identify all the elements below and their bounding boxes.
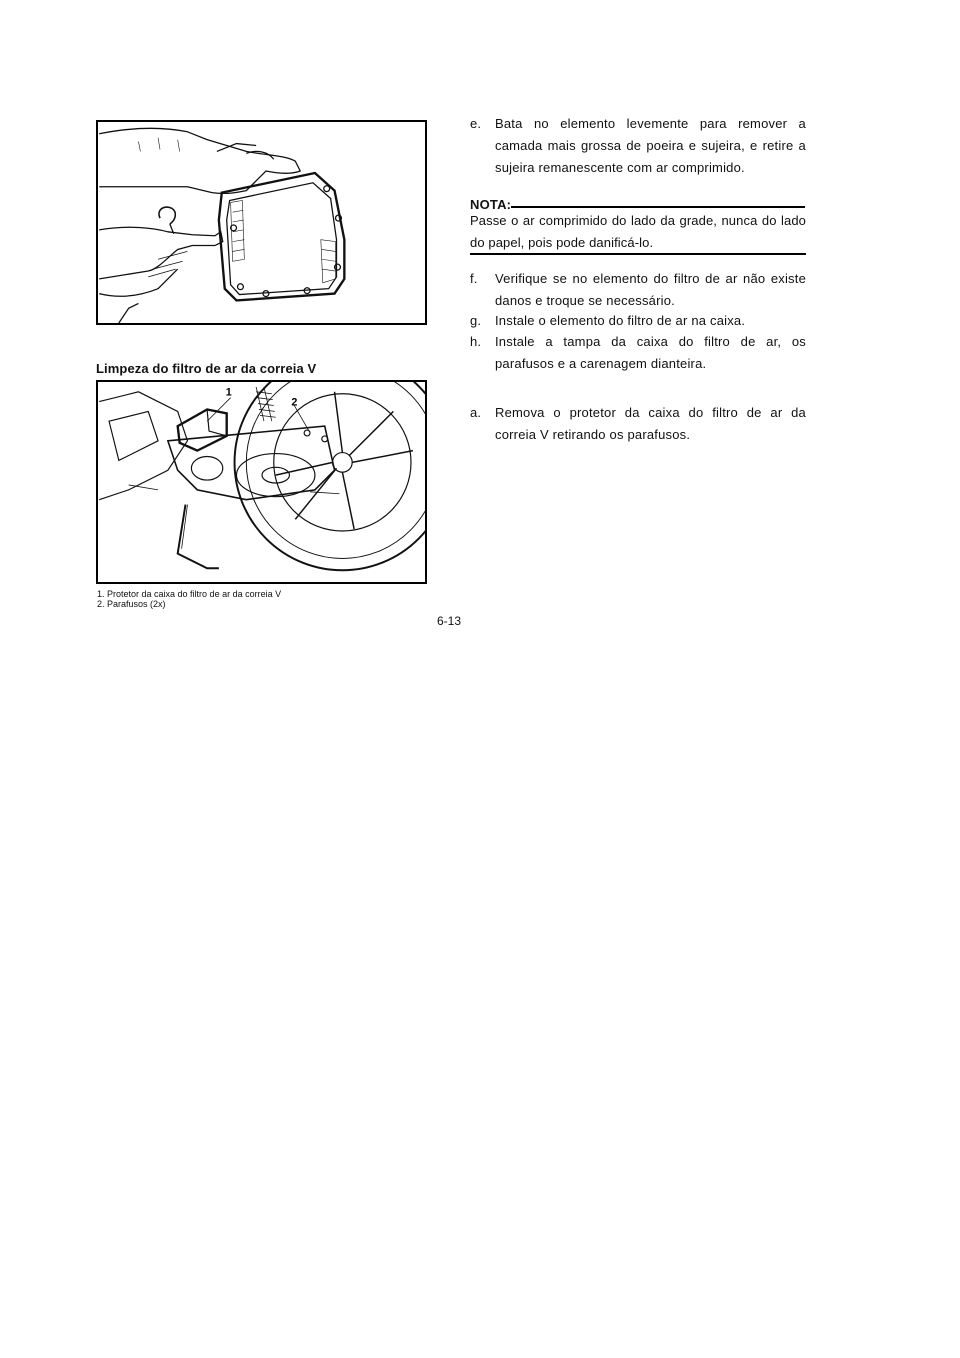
step-e <box>470 113 806 179</box>
step-text: Instale o elemento do filtro de ar na caixa. <box>495 313 746 328</box>
step-h <box>470 331 806 375</box>
air-filter-drawing <box>98 122 425 323</box>
step-label: h. <box>470 334 482 349</box>
figure-title: Limpeza do filtro de ar da correia V <box>96 361 317 376</box>
step-g <box>470 310 806 332</box>
air-filter-cleaning-illustration <box>96 120 427 325</box>
step-text: Remova o protetor da caixa do filtro de ar da correia V retirando os parafusos. <box>495 405 806 442</box>
step-label: a. <box>470 405 482 420</box>
step-label: f. <box>470 271 478 286</box>
v-belt-filter-cover-illustration <box>96 380 427 584</box>
legend-item: 1. Protetor da caixa do filtro de ar da correia V <box>97 589 282 599</box>
note-label: NOTA: <box>470 197 512 212</box>
scooter-transmission-drawing <box>98 382 425 582</box>
step-f <box>470 268 806 312</box>
step-text: Instale a tampa da caixa do filtro de ar, os parafusos e a carenagem dianteira. <box>495 334 806 371</box>
callout-2: 2 <box>291 396 298 409</box>
figure-legend <box>97 589 281 609</box>
note-text: Passe o ar comprimido do lado da grade, nunca do lado do papel, pois pode danificá-lo. <box>470 213 806 250</box>
step-text: Verifique se no elemento do filtro de ar não existe danos e troque se necessário. <box>495 271 806 308</box>
legend-item: 2. Parafusos (2x) <box>97 599 166 609</box>
step-text: Bata no elemento levemente para remover a camada mais grossa de poeira e sujeira, e retire a sujeira remanescente com ar comprimido. <box>495 116 806 175</box>
callout-1: 1 <box>225 386 232 399</box>
note-rule-top <box>511 206 805 208</box>
step-label: e. <box>470 116 482 131</box>
page-number: 6-13 <box>437 614 462 628</box>
note-rule-bottom <box>470 253 806 255</box>
step-a <box>470 402 806 446</box>
step-label: g. <box>470 313 482 328</box>
